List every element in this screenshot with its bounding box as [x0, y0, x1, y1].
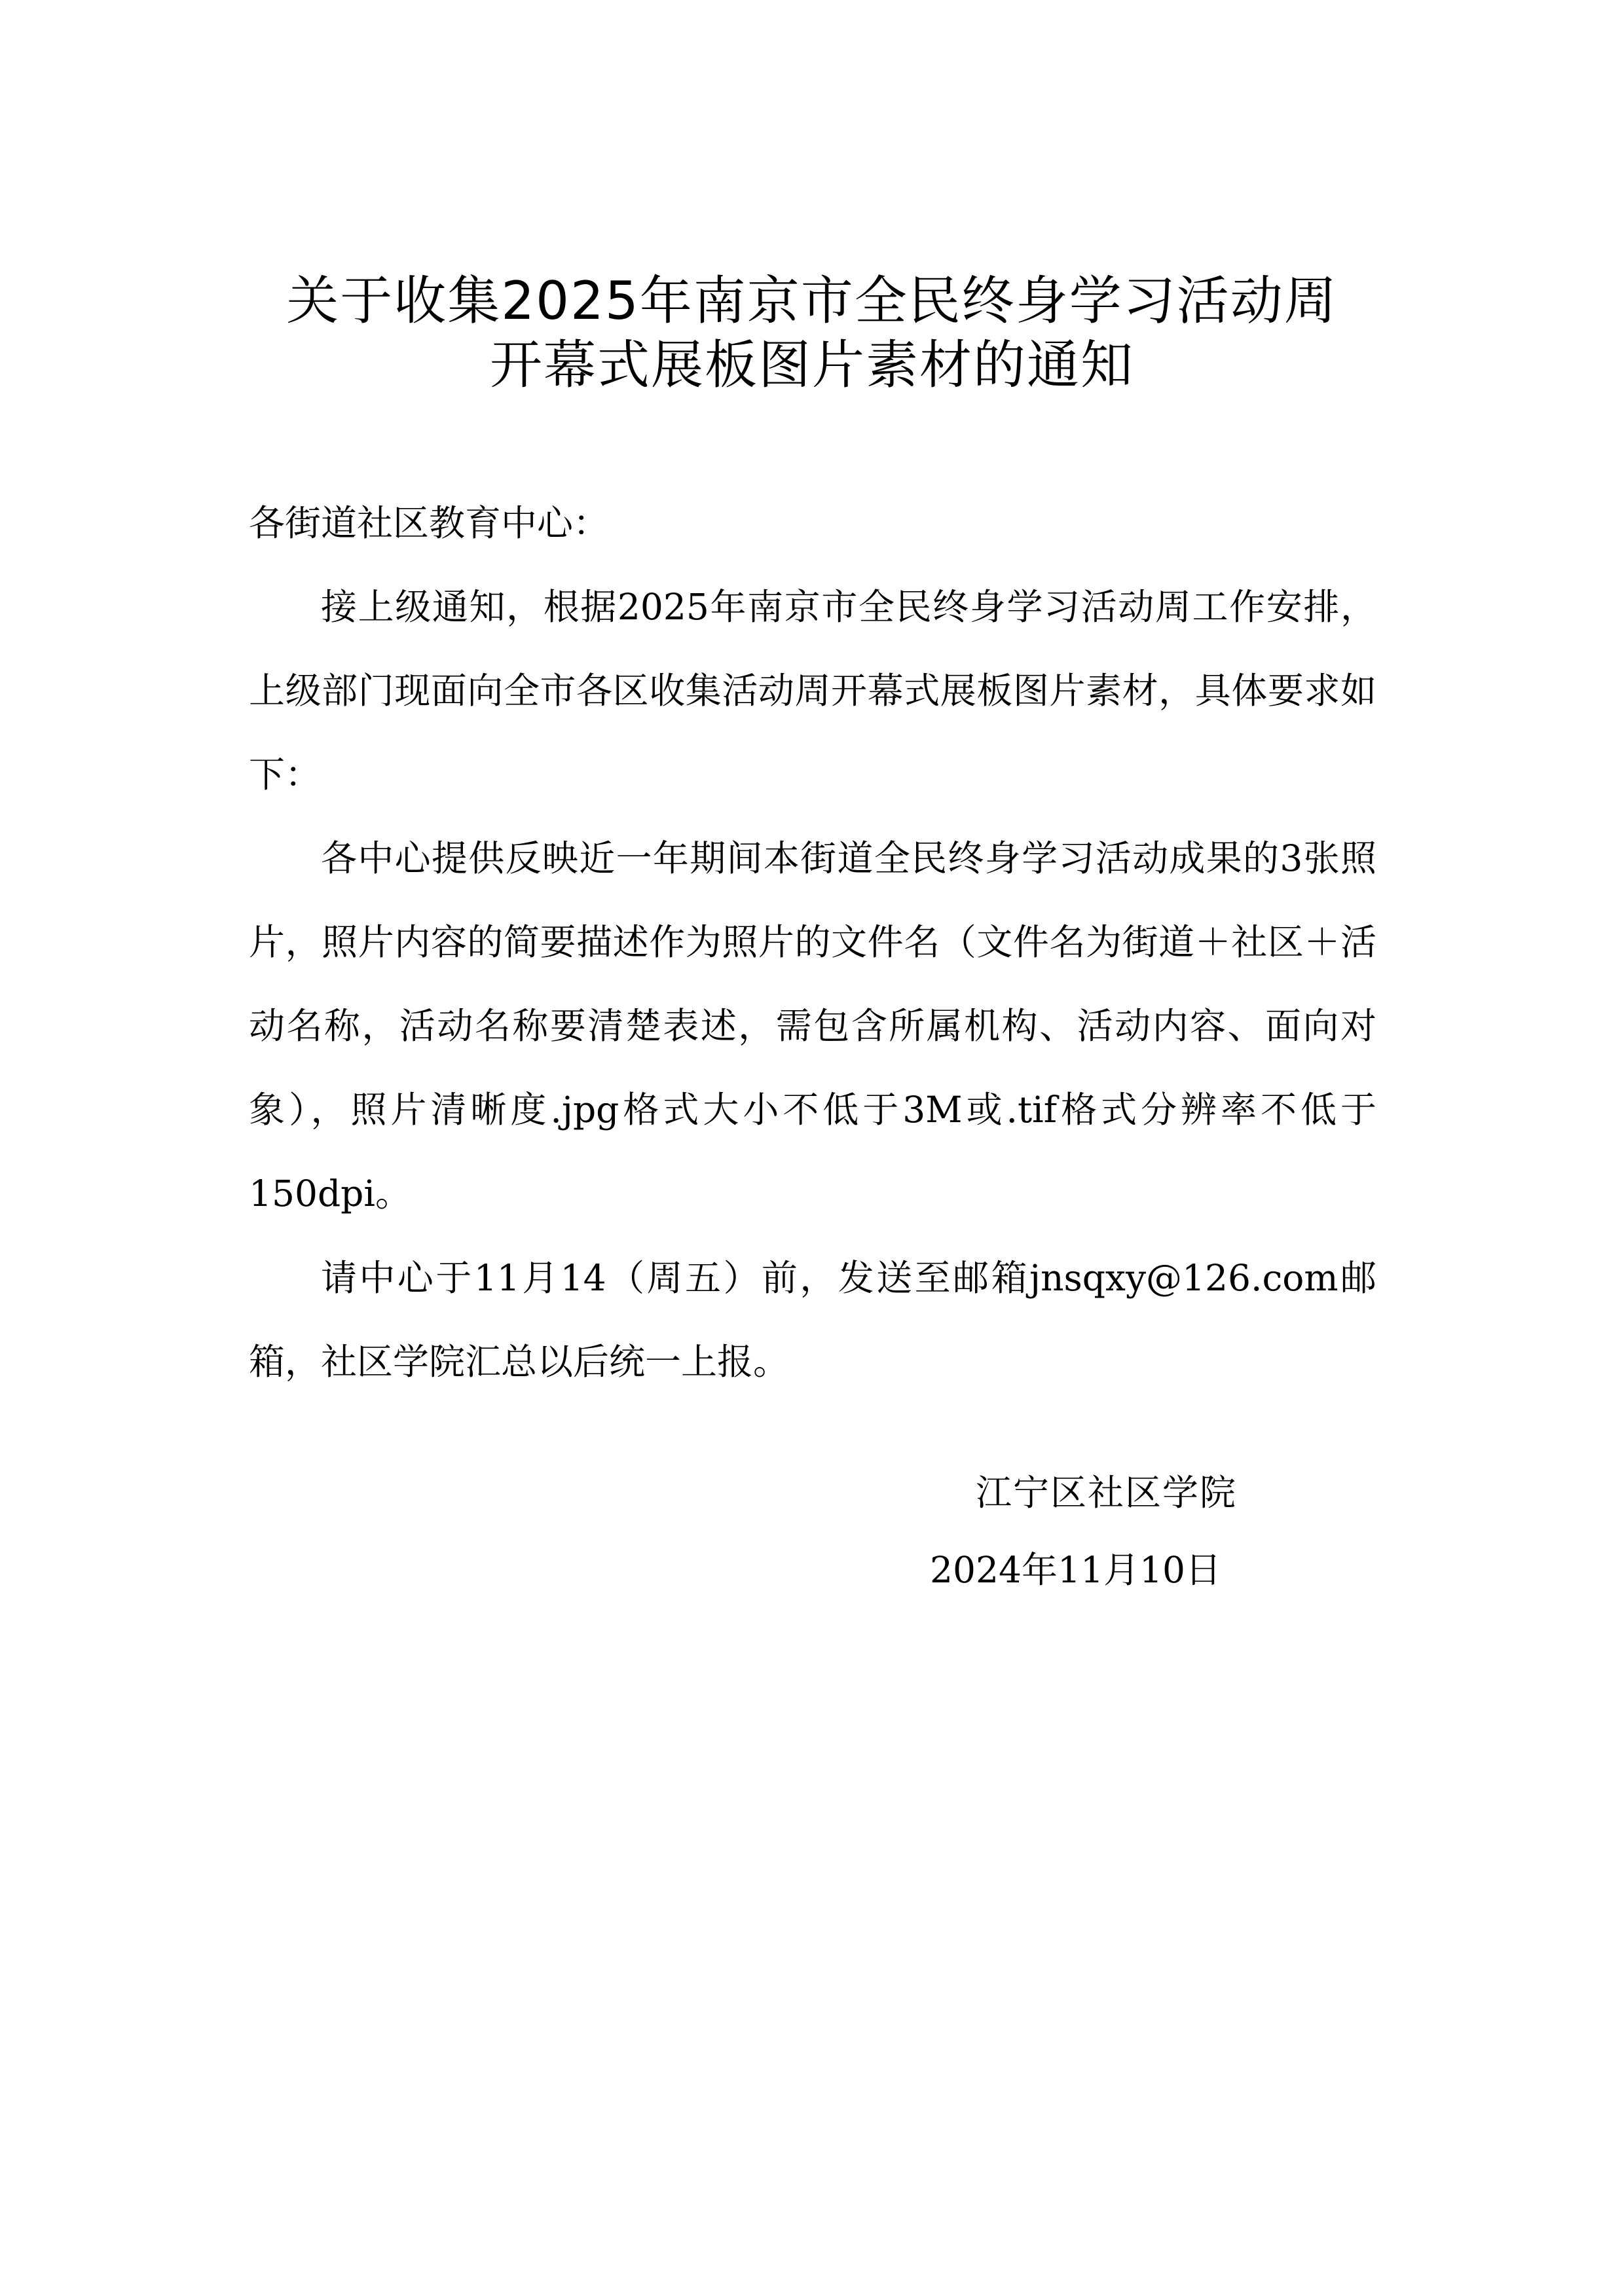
signature-date: 2024年11月10日 [930, 1549, 1221, 1591]
signature-organization: 江宁区社区学院 [976, 1472, 1238, 1514]
document-title-line-2: 开幕式展板图片素材的通知 [490, 335, 1134, 395]
paragraph-deadline: 请中心于11月14（周五）前，发送至邮箱jnsqxy@126.com邮箱，社区学院汇总以后统一上报。 [249, 1257, 1377, 1383]
paragraph-requirements: 各中心提供反映近一年期间本街道全民终身学习活动成果的3张照片，照片内容的简要描述作为照片的文件名（文件名为街道＋社区＋活动名称，活动名称要清楚表述，需包含所属机构、活动内容、面向对象），照片清晰度.jpg格式大小不低于3M或.tif格式分辨率不低于150dpi。 [249, 837, 1376, 1214]
document-title-line-1: 关于收集2025年南京市全民终身学习活动周 [286, 270, 1338, 331]
salutation: 各街道社区教育中心： [249, 502, 610, 544]
paragraph-notice: 接上级通知，根据2025年南京市全民终身学习活动周工作安排，上级部门现面向全市各区收集活动周开幕式展板图片素材，具体要求如下： [249, 586, 1376, 795]
